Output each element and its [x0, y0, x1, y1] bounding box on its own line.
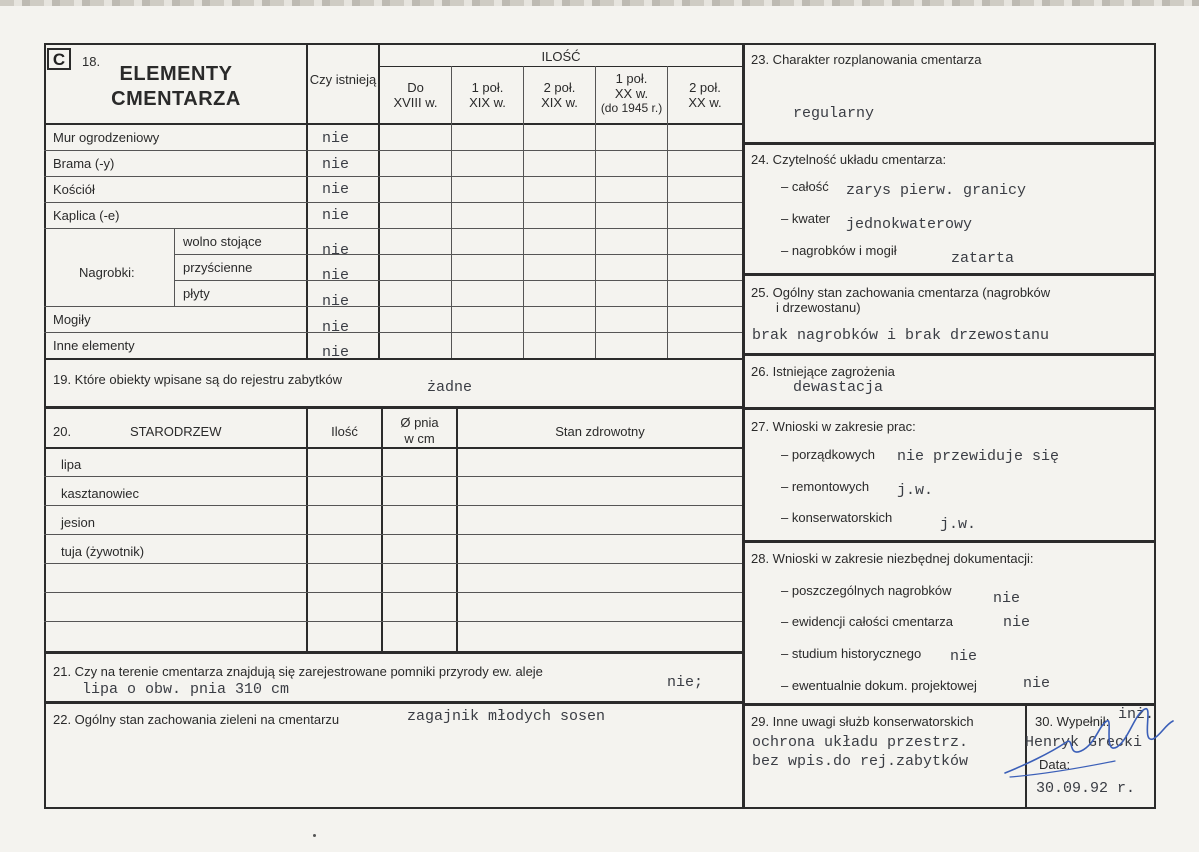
period-3-l1: 2 poł. [543, 80, 576, 95]
row-label-przyscienne: przyścienne [183, 260, 253, 275]
row-label-mogily: Mogiły [53, 312, 91, 327]
s25-bottom [742, 353, 1156, 356]
s27-item-1-value: nie przewiduje się [897, 448, 1060, 465]
s20-col-diam-l1: Ø pnia [400, 415, 439, 430]
row-label-brama: Brama (-y) [53, 156, 115, 171]
s23-label: 23. Charakter rozplanowania cmentarza [751, 52, 982, 67]
s21-label: 21. Czy na terenie cmentarza znajdują się zarejestrowane pomniki przyrody ew. aleje [53, 664, 543, 679]
row-label-inne: Inne elementy [53, 338, 135, 353]
handwritten-signature [995, 695, 1180, 785]
period-3-l2: XIX w. [541, 95, 578, 110]
period-4-l1: 1 poł. [615, 71, 648, 86]
row-value-plyty: nie [322, 293, 350, 310]
s28-item-4-label: – ewentualnie dokum. projektowej [781, 678, 977, 693]
col-qty-header: ILOŚĆ [541, 49, 581, 64]
s23-bottom [742, 142, 1156, 145]
s24-item-2-label: – kwater [781, 211, 831, 226]
s28-item-2-value: nie [1003, 614, 1031, 631]
s21-bottom [44, 701, 742, 704]
s21-detail: lipa o obw. pnia 310 cm [82, 681, 290, 698]
s23-value: regularny [793, 105, 875, 122]
s24-label: 24. Czytelność układu cmentarza: [751, 152, 947, 167]
s28-item-1-label: – poszczególnych nagrobków [781, 583, 952, 598]
row-value-mur: nie [322, 130, 350, 147]
row-line [174, 280, 742, 281]
s24-item-3-label: – nagrobków i mogił [781, 243, 897, 258]
row-value-brama: nie [322, 156, 350, 173]
s25-label-l1: 25. Ogólny stan zachowania cmentarza (nagrobków [751, 285, 1051, 300]
row-label-kosciol: Kościół [53, 182, 95, 197]
row-value-kosciol: nie [322, 181, 350, 198]
s30-name-l1: inż. [1118, 706, 1155, 723]
period-5-l2: XX w. [688, 95, 722, 110]
row-line [44, 150, 742, 151]
s18-title-line2: CMENTARZA [111, 88, 241, 110]
period-4-l3: (do 1945 r.) [600, 101, 663, 115]
s30-name-l2: Henryk Grecki [1025, 734, 1143, 751]
qty-sub-line [378, 66, 742, 67]
row-value-mogily: nie [322, 319, 350, 336]
col-exist-header: Czy istnieją [309, 72, 377, 87]
s21-value: nie; [667, 674, 704, 691]
s24-item-1-label: – całość [781, 179, 829, 194]
s22-label: 22. Ogólny stan zachowania zieleni na cmentarzu [53, 712, 340, 727]
row-label-wolno-stojace: wolno stojące [183, 234, 262, 249]
s24-bottom [742, 273, 1156, 276]
s26-bottom [742, 407, 1156, 410]
period-2-l2: XIX w. [469, 95, 506, 110]
s20-vline-1 [306, 409, 308, 653]
s18-number: 18. [82, 54, 101, 69]
s20-bottom [44, 651, 742, 654]
s20-title: STARODRZEW [130, 424, 222, 439]
s27-item-2-value: j.w. [897, 482, 934, 499]
s19-value: żadne [427, 379, 473, 396]
s27-item-3-value: j.w. [940, 516, 977, 533]
row-value-wolno-stojace: nie [322, 242, 350, 259]
s20-col-qty: Ilość [331, 424, 358, 439]
s18-header-line [44, 123, 742, 125]
period-1-l1: Do [407, 80, 424, 95]
s28-label: 28. Wnioski w zakresie niezbędnej dokumentacji: [751, 551, 1034, 566]
s28-item-1-value: nie [993, 590, 1021, 607]
row-line [44, 202, 742, 203]
s18-nagrobki-vline [174, 228, 175, 306]
row-line [44, 306, 742, 307]
row-value-przyscienne: nie [322, 267, 350, 284]
tree-tuja: tuja (żywotnik) [61, 544, 145, 559]
row-label-mur: Mur ogrodzeniowy [53, 130, 160, 145]
period-4-l2: XX w. [614, 86, 649, 101]
s27-item-1-label: – porządkowych [781, 447, 875, 462]
s19-label: 19. Które obiekty wpisane są do rejestru zabytków [53, 372, 343, 387]
period-1-l2: XVIII w. [393, 95, 438, 110]
s28-item-2-label: – ewidencji całości cmentarza [781, 614, 953, 629]
s18-title-line1: ELEMENTY [119, 63, 233, 85]
tree-kasztanowiec: kasztanowiec [61, 486, 140, 501]
s20-vline-3 [456, 409, 458, 653]
s30-date-value: 30.09.92 r. [1036, 780, 1136, 797]
s28-item-3-value: nie [950, 648, 978, 665]
row-label-kaplica: Kaplica (-e) [53, 208, 120, 223]
s26-label: 26. Istniejące zagrożenia [751, 364, 895, 379]
s20-row-line [44, 476, 742, 477]
s29-line1: ochrona układu przestrz. [752, 734, 969, 751]
s25-label-l2: i drzewostanu) [776, 300, 861, 315]
s20-row-line [44, 534, 742, 535]
period-5-l1: 2 poł. [689, 80, 721, 95]
s29-label: 29. Inne uwagi służb konserwatorskich [751, 714, 974, 729]
s27-bottom [742, 540, 1156, 543]
period-2-l1: 1 poł. [471, 80, 504, 95]
s28-item-4-value: nie [1023, 675, 1051, 692]
s24-item-2-value: jednokwaterowy [846, 216, 973, 233]
s24-item-1-value: zarys pierw. granicy [846, 182, 1027, 199]
row-line [44, 176, 742, 177]
torn-top-edge [0, 0, 1199, 6]
s20-row-line [44, 563, 742, 564]
s20-row-line [44, 505, 742, 506]
row-label-plyty: płyty [183, 286, 210, 301]
s20-number: 20. [53, 424, 72, 439]
s27-item-3-label: – konserwatorskich [781, 510, 893, 525]
s20-row-line [44, 621, 742, 622]
corner-letter-box: C [47, 48, 71, 70]
row-group-nagrobki: Nagrobki: [79, 265, 135, 280]
row-value-kaplica: nie [322, 207, 350, 224]
s26-value: dewastacja [793, 379, 884, 396]
s25-value: brak nagrobków i brak drzewostanu [752, 327, 1050, 344]
s19-bottom [44, 406, 742, 409]
s18-bottom [44, 358, 742, 360]
s20-header-line [44, 447, 742, 449]
row-line [174, 254, 742, 255]
s22-value: zagajnik młodych sosen [407, 708, 606, 725]
row-line [44, 228, 742, 229]
s20-col-health: Stan zdrowotny [555, 424, 645, 439]
s27-label: 27. Wnioski w zakresie prac: [751, 419, 916, 434]
tree-jesion: jesion [61, 515, 95, 530]
paper-speck [313, 834, 316, 837]
s28-item-3-label: – studium historycznego [781, 646, 922, 661]
tree-lipa: lipa [61, 457, 82, 472]
main-divider [742, 43, 745, 809]
s30-date-label: Data: [1039, 757, 1071, 772]
s30-label: 30. Wypełnił: [1035, 714, 1110, 729]
row-line [44, 332, 742, 333]
s20-row-line [44, 592, 742, 593]
s20-col-diam-l2: w cm [404, 431, 435, 446]
s27-item-2-label: – remontowych [781, 479, 870, 494]
row-value-inne: nie [322, 344, 350, 361]
s24-item-3-value: zatarta [951, 250, 1015, 267]
s29-line2: bez wpis.do rej.zabytków [752, 753, 969, 770]
s18-vline-1 [306, 43, 308, 359]
